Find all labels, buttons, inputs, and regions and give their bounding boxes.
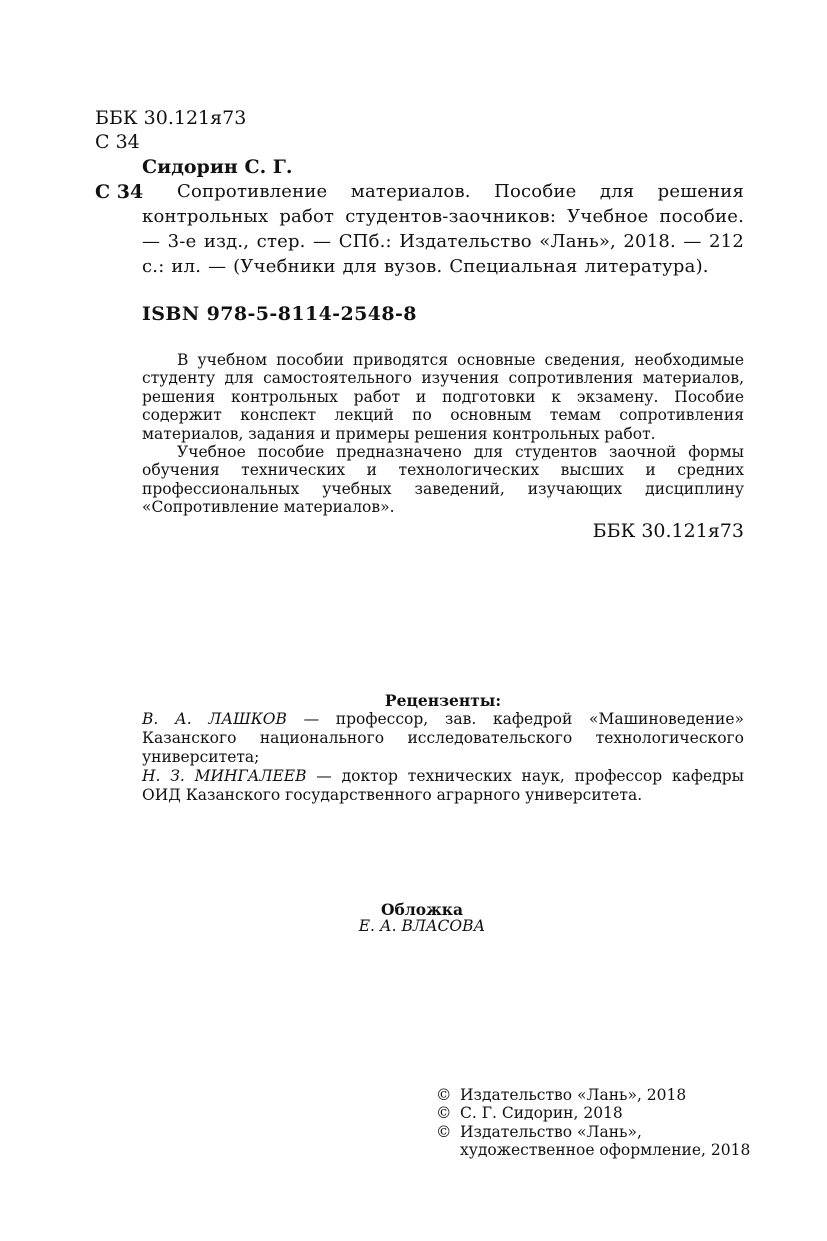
copyright-text: С. Г. Сидорин, 2018 <box>460 1104 623 1123</box>
copyright-block <box>436 1086 750 1160</box>
isbn: ISBN 978-5-8114-2548-8 <box>142 303 417 325</box>
reviewer-entry <box>142 710 744 767</box>
annotation <box>142 351 744 517</box>
reviewer-details: — доктор технических наук, профессор кафедры ОИД Казанского государственного аграрного университета. <box>142 767 744 804</box>
reviewer-name: В. А. ЛАШКОВ <box>142 710 287 728</box>
cover-title: Обложка <box>381 900 463 919</box>
copyright-icon: © <box>436 1086 452 1104</box>
copyright-text: Издательство «Лань», <box>460 1122 642 1141</box>
annotation-paragraph: Учебное пособие предназначено для студентов заочной формы обучения технических и технологических высших и средних профессиональных учебных заведений, изучающих дисциплину «Сопротивление материалов». <box>142 443 744 517</box>
annotation-paragraph: В учебном пособии приводятся основные сведения, необходимые студенту для самостоятельного изучения сопротивления материалов, решения контрольных работ и подготовки к экзамену. Пособие содержит конспект лекций по основным темам сопротивления материалов, задания и примеры решения контрольных работ. <box>142 351 744 443</box>
reviewers-list <box>142 710 744 805</box>
copyright-text: художественное оформление, 2018 <box>460 1141 751 1160</box>
bibliographic-description: Сопротивление материалов. Пособие для решения контрольных работ студентов-заочников: Учебное пособие. — 3-е изд., стер. — СПб.: Издательство «Лань», 2018. — 212 с.: ил. — (Учебники для вузов. Специальная литература). <box>142 181 744 277</box>
copyright-line <box>436 1086 750 1104</box>
author-sign-code-bold: С 34 <box>95 181 144 203</box>
bbk-code-bottom: ББК 30.121я73 <box>592 520 744 542</box>
copyright-icon: © <box>436 1122 452 1141</box>
reviewer-details: — профессор, зав. кафедрой «Машиноведение» Казанского национального исследовательского технологического университета; <box>142 710 744 766</box>
bbk-code: ББК 30.121я73 <box>95 107 247 129</box>
copyright-line <box>436 1141 750 1159</box>
reviewers-title: Рецензенты: <box>384 691 502 710</box>
copyright-icon: © <box>436 1104 452 1123</box>
reviewer-name: Н. З. МИНГАЛЕЕВ <box>142 767 307 785</box>
copyright-line <box>436 1104 750 1122</box>
copyright-line <box>436 1123 750 1141</box>
copyright-text: Издательство «Лань», 2018 <box>460 1086 687 1104</box>
author-sign-code: С 34 <box>95 131 140 153</box>
reviewer-entry <box>142 767 744 805</box>
cover-designer: Е. А. ВЛАСОВА <box>358 917 486 935</box>
author-name: Сидорин С. Г. <box>142 156 293 178</box>
